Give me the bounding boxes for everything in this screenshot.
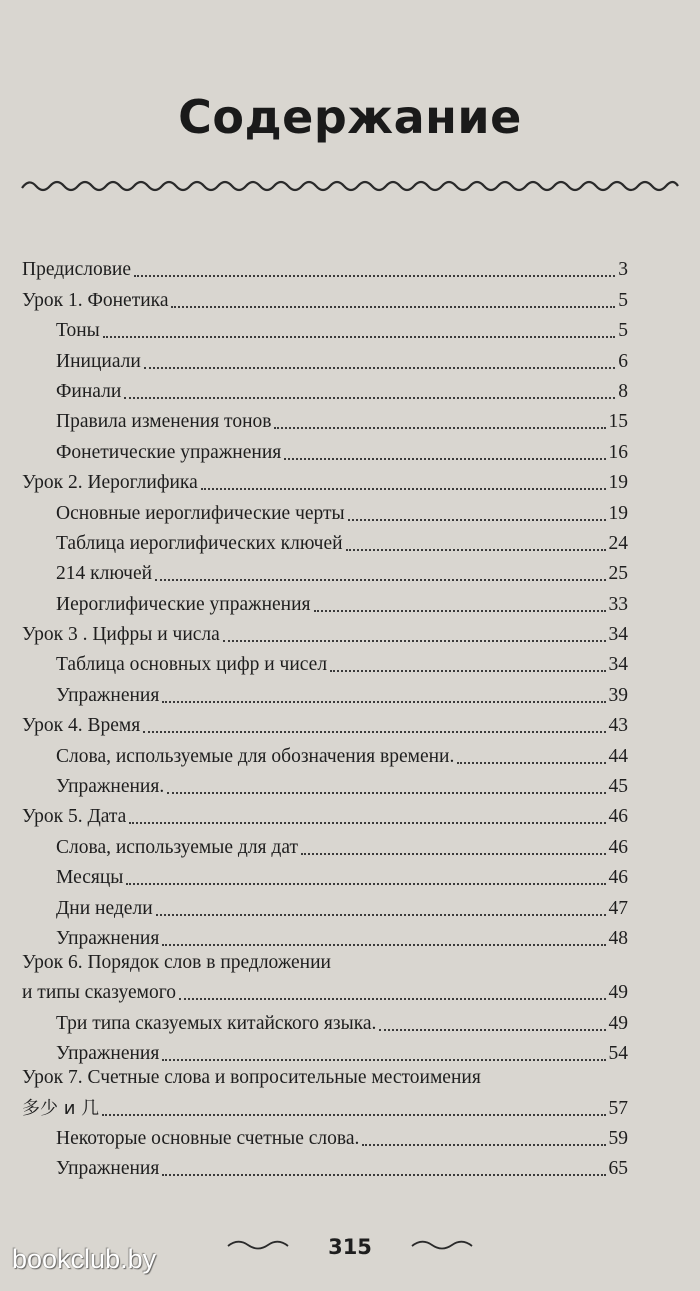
toc-entry-label: Тоны [56,320,100,342]
toc-page-number: 47 [608,897,628,919]
wavy-line-icon [412,1242,472,1249]
dot-leader [126,883,605,885]
toc-page-number: 46 [608,836,628,858]
toc-entry-label: Таблица иероглифических ключей [56,532,343,554]
toc-page-number: 3 [618,259,628,281]
toc-subentry[interactable] [22,1005,628,1035]
dot-leader [362,1144,605,1146]
toc-subentry[interactable] [22,829,628,859]
toc-page-number: 45 [608,776,628,798]
dot-leader [162,1059,605,1061]
dot-leader [143,731,605,733]
toc-page-number: 15 [608,411,628,433]
dot-leader [348,519,606,521]
toc-page-number: 5 [618,289,628,311]
toc-entry-label: Упражнения [56,1158,160,1180]
toc-entry-label: Правила изменения тонов [56,411,272,433]
toc-page-number: 44 [608,745,628,767]
toc-subentry[interactable] [22,860,628,890]
toc-page-number: 46 [608,806,628,828]
toc-entry-label: Месяцы [56,867,124,889]
dot-leader [179,998,606,1000]
dot-leader [167,792,605,794]
toc-subentry[interactable] [22,890,628,920]
toc-subentry[interactable] [22,647,628,677]
dot-leader [201,488,606,490]
toc-entry-label: Основные иероглифические черты [56,502,345,524]
table-of-contents [22,252,628,1181]
dot-leader [134,275,615,277]
toc-subentry[interactable] [22,921,628,951]
toc-subentry[interactable] [22,434,628,464]
toc-page-number: 25 [608,563,628,585]
toc-entry-label: Три типа сказуемых китайского языка. [56,1012,377,1034]
toc-page-number: 24 [608,532,628,554]
toc-entry-label: Урок 6. Порядок слов в предложении [22,951,331,973]
toc-entry-continuation[interactable] [22,975,628,1005]
toc-subentry[interactable] [22,769,628,799]
toc-page-number: 39 [608,684,628,706]
toc-subentry[interactable] [22,556,628,586]
dot-leader [314,610,606,612]
toc-subentry[interactable] [22,586,628,616]
toc-subentry[interactable] [22,1121,628,1151]
toc-page-number: 34 [608,624,628,646]
toc-entry-label: Урок 3 . Цифры и числа [22,624,220,646]
page-number: 315 [328,1235,372,1259]
toc-entry-label: Предисловие [22,259,132,281]
toc-page-number: 48 [608,927,628,949]
dot-leader [103,336,616,338]
toc-entry-label-continuation: и типы сказуемого [22,982,176,1004]
dot-leader [124,397,615,399]
toc-page-number: 5 [618,320,628,342]
dot-leader [379,1029,605,1031]
toc-entry[interactable] [22,282,628,312]
toc-page-number: 19 [608,502,628,524]
toc-page-number: 54 [608,1043,628,1065]
toc-page-number: 59 [608,1127,628,1149]
dot-leader [330,670,605,672]
watermark: bookclub.by [12,1244,157,1274]
toc-entry-label: Финали [56,380,122,402]
toc-subentry[interactable] [22,738,628,768]
toc-page-number: 19 [608,472,628,494]
toc-entry-label: Инициали [56,350,141,372]
toc-entry-label-continuation: 多少 и 几 [22,1097,100,1119]
toc-entry-label: Некоторые основные счетные слова. [56,1127,360,1149]
toc-subentry[interactable] [22,374,628,404]
wavy-line-icon [18,170,682,200]
toc-page-number: 16 [608,441,628,463]
toc-subentry[interactable] [22,343,628,373]
toc-entry-label: 214 ключей [56,563,153,585]
toc-entry-label: Таблица основных цифр и чисел [56,654,328,676]
toc-page-number: 43 [608,715,628,737]
dot-leader [156,914,606,916]
dot-leader [274,427,605,429]
toc-entry-label: Урок 1. Фонетика [22,289,169,311]
toc-subentry[interactable] [22,526,628,556]
toc-entry-label: Урок 5. Дата [22,806,127,828]
dot-leader [346,549,606,551]
dot-leader [155,579,605,581]
toc-subentry[interactable] [22,1036,628,1066]
toc-page-number: 34 [608,654,628,676]
toc-page-number: 6 [618,350,628,372]
toc-entry-label: Урок 2. Иероглифика [22,472,198,494]
toc-page-number: 49 [608,982,628,1004]
toc-entry-label: Слова, используемые для обозначения времени. [56,745,455,767]
toc-subentry[interactable] [22,677,628,707]
toc-page-number: 33 [608,593,628,615]
toc-entry-label: Дни недели [56,897,153,919]
toc-entry-label: Упражнения. [56,776,165,798]
dot-leader [162,1174,605,1176]
dot-leader [162,944,605,946]
toc-page-number: 8 [618,380,628,402]
dot-leader [223,640,606,642]
toc-entry[interactable] [22,1066,628,1090]
toc-entry-label: Иероглифические упражнения [56,593,311,615]
dot-leader [301,853,606,855]
wavy-line-icon [228,1242,288,1249]
dot-leader [144,367,615,369]
dot-leader [129,822,605,824]
toc-entry-label: Слова, используемые для дат [56,836,298,858]
dot-leader [457,762,605,764]
toc-entry[interactable] [22,465,628,495]
toc-subentry[interactable] [22,495,628,525]
toc-subentry[interactable] [22,1151,628,1181]
toc-entry[interactable] [22,951,628,975]
toc-subentry[interactable] [22,313,628,343]
toc-entry-label: Урок 4. Время [22,715,141,737]
dot-leader [102,1114,605,1116]
toc-subentry[interactable] [22,404,628,434]
toc-entry-label: Упражнения [56,684,160,706]
toc-entry[interactable] [22,617,628,647]
dot-leader [284,458,605,460]
page-title: Содержание [178,90,522,144]
toc-entry-label: Упражнения [56,1043,160,1065]
toc-page-number: 49 [608,1012,628,1034]
toc-entry-label: Фонетические упражнения [56,441,282,463]
dot-leader [162,701,605,703]
toc-entry[interactable] [22,252,628,282]
toc-entry[interactable] [22,799,628,829]
toc-page-number: 57 [608,1097,628,1119]
toc-entry-label: Урок 7. Счетные слова и вопросительные местоимения [22,1067,481,1089]
toc-entry-continuation[interactable] [22,1090,628,1120]
toc-page-number: 46 [608,867,628,889]
toc-page-number: 65 [608,1158,628,1180]
dot-leader [171,306,615,308]
toc-entry[interactable] [22,708,628,738]
toc-entry-label: Упражнения [56,927,160,949]
